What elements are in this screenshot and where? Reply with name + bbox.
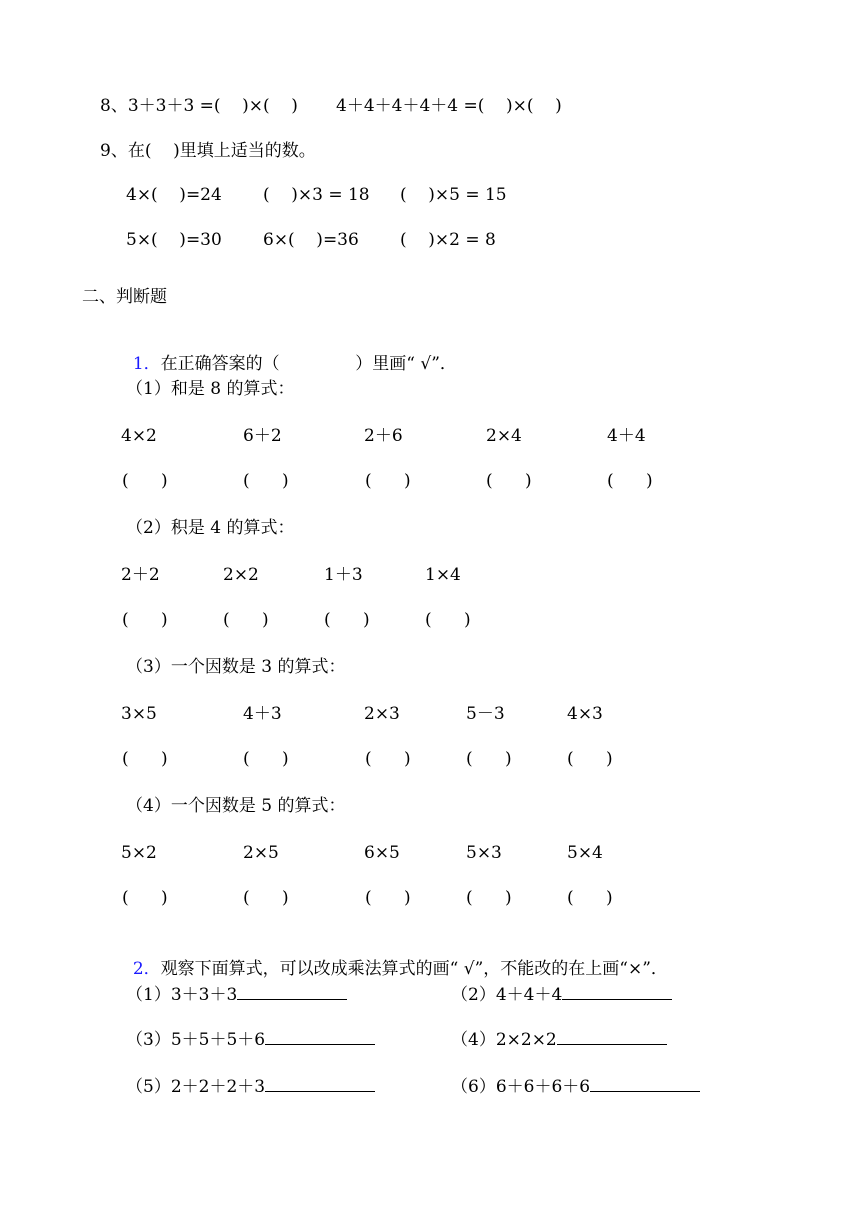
group2-label: （2）积是 4 的算式： <box>126 518 295 538</box>
group4-item5: 5×4 <box>567 843 603 863</box>
part2-item <box>126 1028 375 1051</box>
q9-row1-item1: 4×( )=24 <box>126 185 222 205</box>
answer-paren[interactable]: ( ) <box>243 749 289 769</box>
q9-title: 9、在( )里填上适当的数。 <box>100 141 316 161</box>
answer-blank[interactable] <box>562 983 672 1000</box>
answer-paren[interactable]: ( ) <box>567 749 613 769</box>
group1-item2: 6＋2 <box>243 426 282 446</box>
group2-item3: 1＋3 <box>324 565 363 585</box>
answer-paren[interactable]: ( ) <box>466 888 512 908</box>
part2-item-text: （4）2×2×2 <box>451 1030 557 1050</box>
answer-blank[interactable] <box>265 1028 375 1045</box>
q9-row2-item1: 5×( )=30 <box>126 230 222 250</box>
part2-item-text: （2）4＋4＋4 <box>451 985 563 1005</box>
group4-item1: 5×2 <box>121 843 157 863</box>
part1-heading <box>122 331 457 375</box>
group4-item4: 5×3 <box>466 843 502 863</box>
part2-item-text: （5）2＋2＋2＋3 <box>126 1077 266 1097</box>
group4-item2: 2×5 <box>243 843 279 863</box>
q8-expression-b: 4＋4＋4＋4＋4 =( )×( ) <box>336 96 562 116</box>
part2-item-text: （6）6＋6＋6＋6 <box>451 1077 591 1097</box>
part2-item-text: （1）3＋3＋3 <box>126 985 238 1005</box>
answer-paren[interactable]: ( ) <box>122 749 168 769</box>
answer-paren[interactable]: ( ) <box>425 610 471 630</box>
group3-item4: 5－3 <box>466 704 505 724</box>
answer-paren[interactable]: ( ) <box>365 471 411 491</box>
answer-paren[interactable]: ( ) <box>486 471 532 491</box>
group3-item5: 4×3 <box>567 704 603 724</box>
part2-heading <box>122 936 668 980</box>
answer-paren[interactable]: ( ) <box>122 471 168 491</box>
answer-paren[interactable]: ( ) <box>324 610 370 630</box>
answer-paren[interactable]: ( ) <box>567 888 613 908</box>
answer-paren[interactable]: ( ) <box>607 471 653 491</box>
part2-item <box>451 1028 667 1051</box>
part2-item <box>126 983 347 1006</box>
group4-item3: 6×5 <box>364 843 400 863</box>
answer-blank[interactable] <box>237 983 347 1000</box>
group1-item5: 4＋4 <box>607 426 646 446</box>
part1-instruction: 在正确答案的（ ）里画“ √”． <box>160 354 457 374</box>
group3-label: （3）一个因数是 3 的算式： <box>126 657 346 677</box>
part1-number: 1． <box>132 354 161 374</box>
group1-item1: 4×2 <box>121 426 157 446</box>
part2-item <box>451 983 672 1006</box>
answer-paren[interactable]: ( ) <box>466 749 512 769</box>
section-title: 二、判断题 <box>82 287 167 307</box>
group1-item4: 2×4 <box>486 426 522 446</box>
q9-row2-item2: 6×( )=36 <box>263 230 359 250</box>
part2-item <box>451 1075 700 1098</box>
group2-item2: 2×2 <box>223 565 259 585</box>
q9-row1-item3: ( )×5 = 15 <box>400 185 507 205</box>
answer-paren[interactable]: ( ) <box>365 888 411 908</box>
group4-label: （4）一个因数是 5 的算式： <box>126 796 346 816</box>
answer-paren[interactable]: ( ) <box>243 888 289 908</box>
answer-paren[interactable]: ( ) <box>122 888 168 908</box>
answer-blank[interactable] <box>557 1028 667 1045</box>
answer-blank[interactable] <box>590 1075 700 1092</box>
part2-item <box>126 1075 375 1098</box>
part2-item-text: （3）5＋5＋5＋6 <box>126 1030 266 1050</box>
group2-item1: 2＋2 <box>121 565 160 585</box>
answer-paren[interactable]: ( ) <box>223 610 269 630</box>
answer-blank[interactable] <box>265 1075 375 1092</box>
part2-instruction: 观察下面算式，可以改成乘法算式的画“ √”，不能改的在上画“×”． <box>160 959 668 979</box>
group1-label: （1）和是 8 的算式： <box>126 379 295 399</box>
q9-row1-item2: ( )×3 = 18 <box>263 185 370 205</box>
part2-number: 2． <box>132 959 161 979</box>
answer-paren[interactable]: ( ) <box>365 749 411 769</box>
group2-item4: 1×4 <box>425 565 461 585</box>
group1-item3: 2＋6 <box>364 426 403 446</box>
group3-item1: 3×5 <box>121 704 157 724</box>
answer-paren[interactable]: ( ) <box>122 610 168 630</box>
q8-expression-a: 8、3＋3＋3 =( )×( ) <box>100 96 298 116</box>
group3-item2: 4＋3 <box>243 704 282 724</box>
answer-paren[interactable]: ( ) <box>243 471 289 491</box>
q9-row2-item3: ( )×2 = 8 <box>400 230 496 250</box>
group3-item3: 2×3 <box>364 704 400 724</box>
